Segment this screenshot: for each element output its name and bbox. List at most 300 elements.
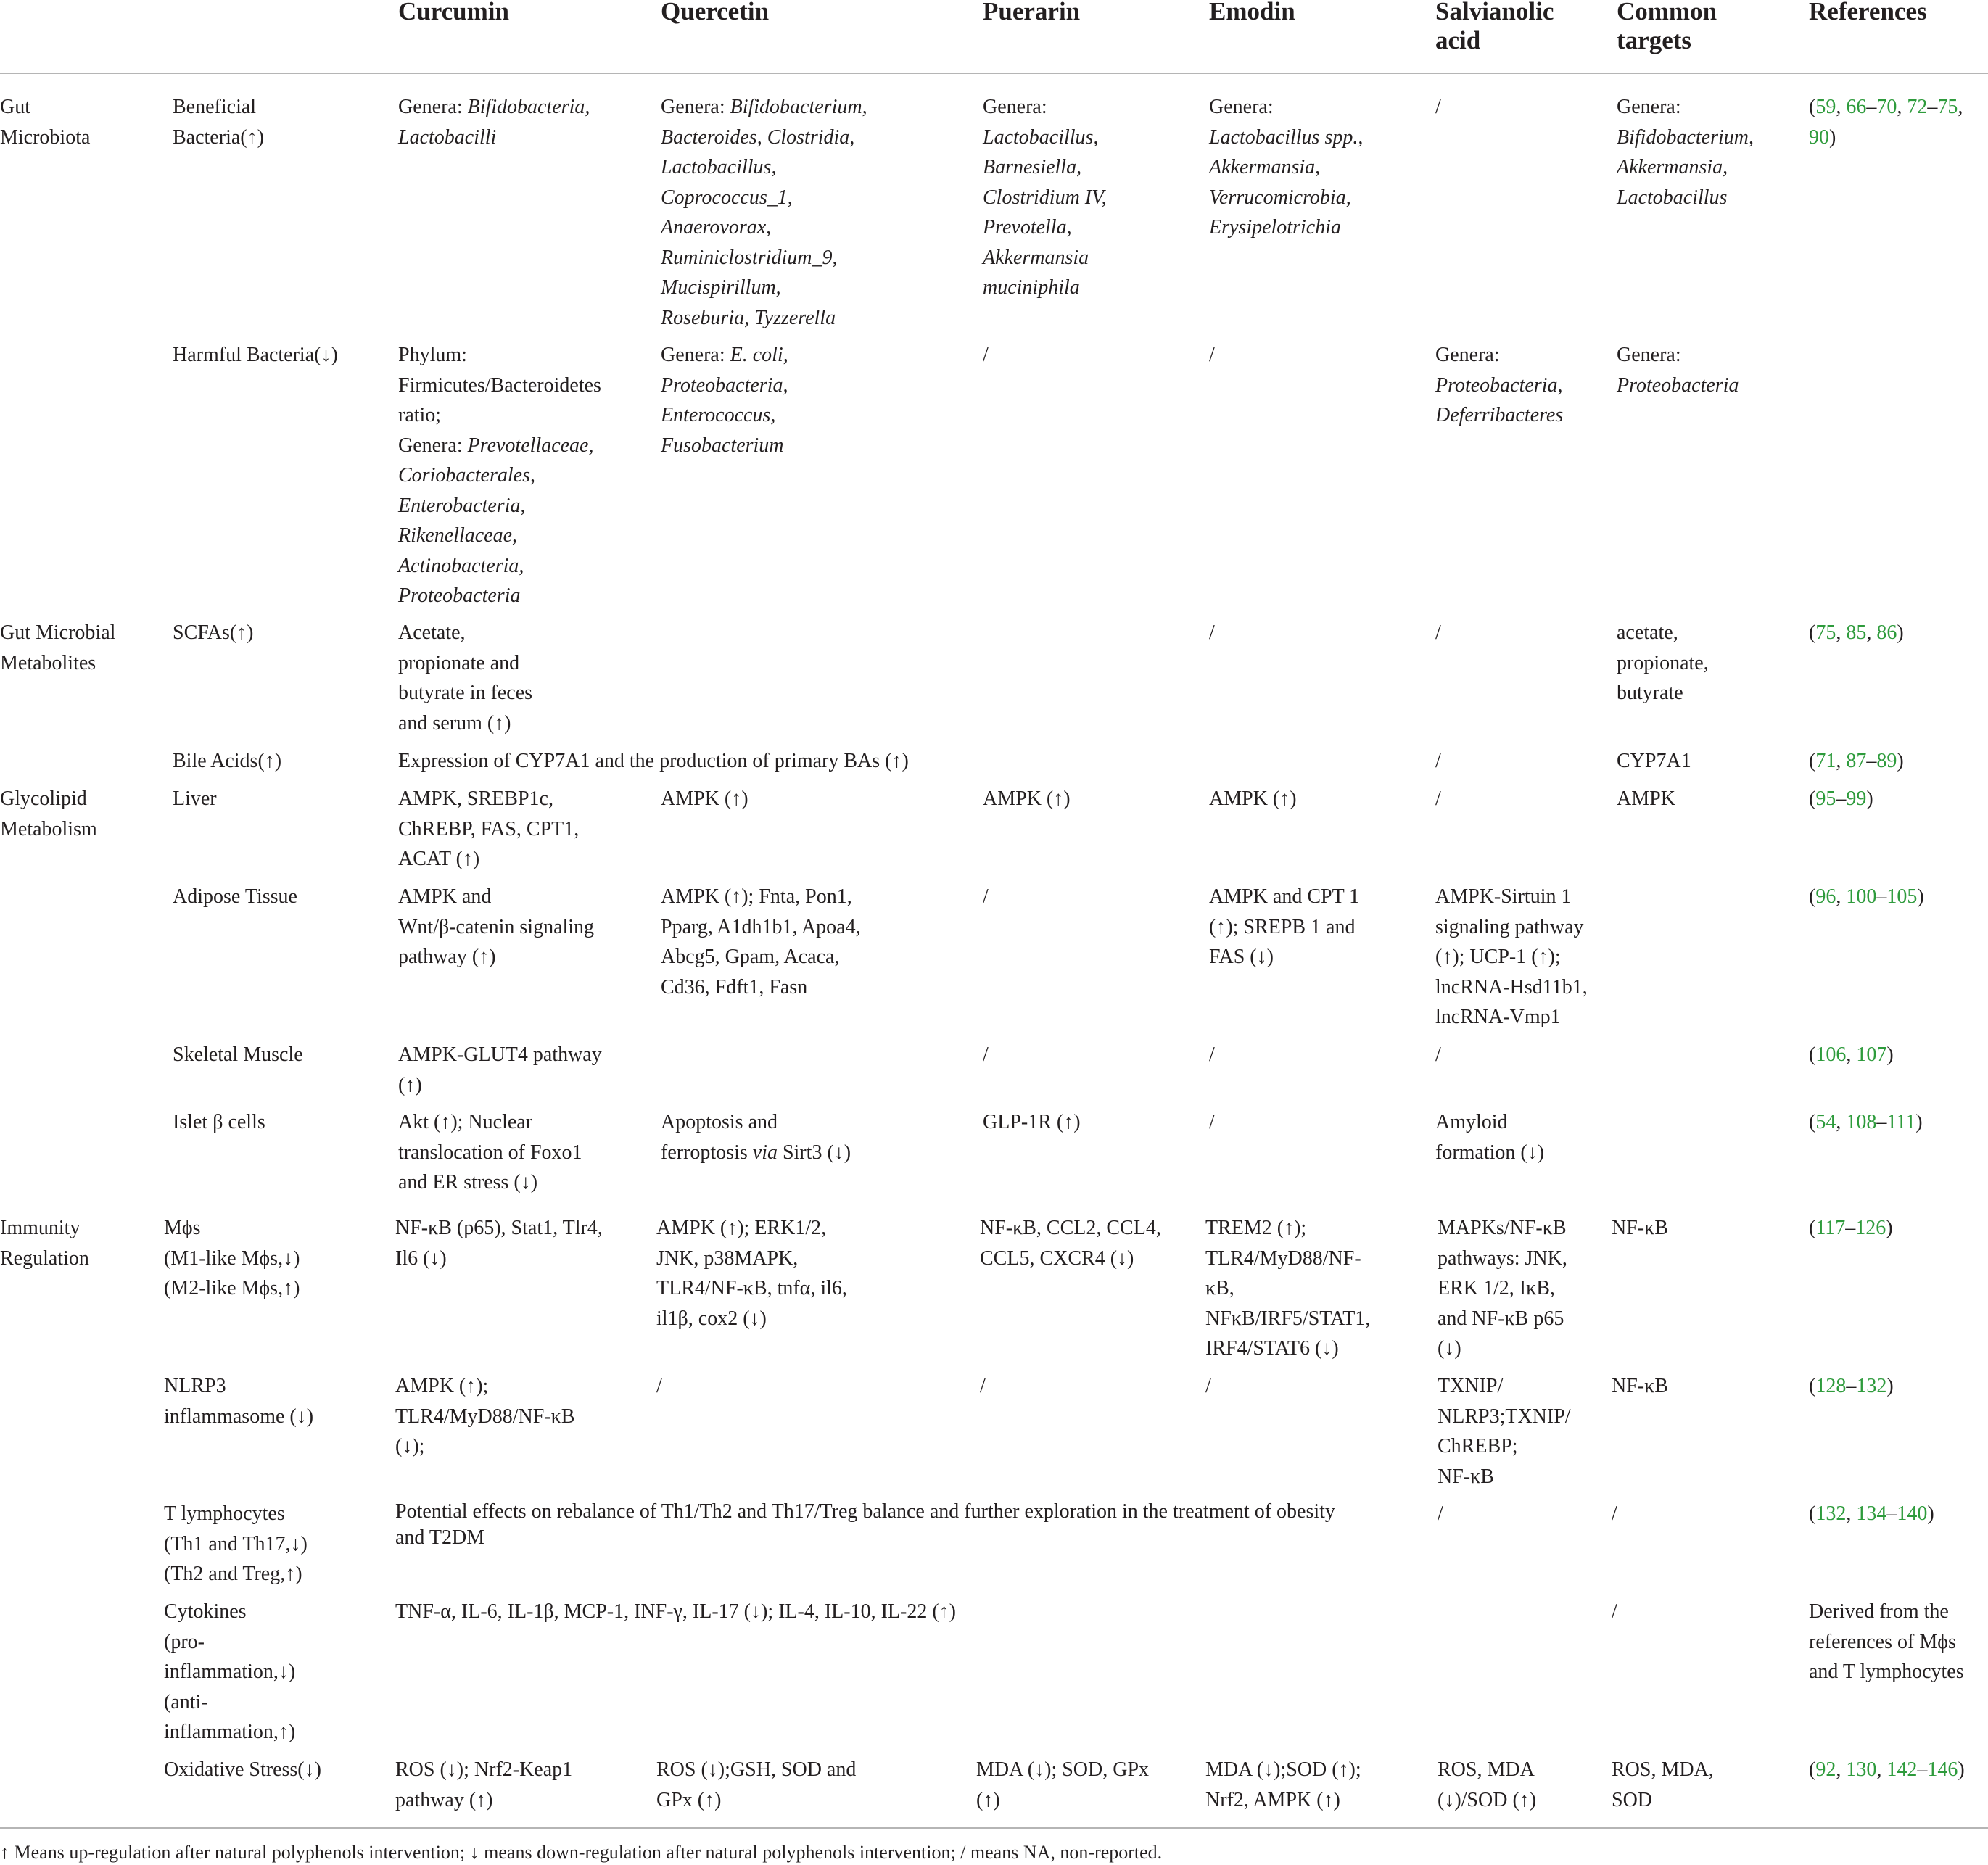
table-cell-c69 bbox=[980, 1371, 986, 1402]
cell-line bbox=[661, 431, 788, 461]
cell-line: Phylum: bbox=[398, 344, 467, 366]
cell-line: Apoptosis and bbox=[661, 1111, 778, 1133]
italic-taxon: Enterococcus, bbox=[661, 404, 776, 426]
table-cell-c71 bbox=[1438, 1371, 1571, 1492]
reference-link[interactable]: 105 bbox=[1886, 885, 1918, 908]
cell-line: (↑); SREPB 1 and bbox=[1209, 915, 1356, 938]
reference-link[interactable]: 132 bbox=[1856, 1375, 1887, 1397]
table-cell-c73 bbox=[1809, 1371, 1894, 1402]
table-cell-c22 bbox=[1809, 618, 1904, 648]
table-cell-c88 bbox=[1438, 1755, 1536, 1815]
cell-line: κB, bbox=[1205, 1277, 1234, 1299]
reference-link[interactable]: 100 bbox=[1846, 885, 1877, 908]
italic-taxon: Proteobacteria bbox=[1617, 373, 1739, 397]
reference-link[interactable]: 108 bbox=[1846, 1111, 1877, 1133]
cell-line: TLR4/MyD88/NF-κB bbox=[395, 1405, 575, 1428]
cell-line: and T2DM bbox=[395, 1526, 485, 1549]
table-cell-c40 bbox=[983, 882, 989, 912]
header-curcumin: Curcumin bbox=[398, 0, 509, 25]
table-cell-c16 bbox=[0, 618, 115, 678]
table-cell-c18 bbox=[398, 618, 532, 738]
cell-line: (↓)/SOD (↑) bbox=[1438, 1788, 1537, 1811]
table-cell-c77 bbox=[1612, 1499, 1617, 1529]
cell-line: MDA (↓);SOD (↑); bbox=[1205, 1758, 1361, 1781]
table-cell-c41 bbox=[1209, 882, 1359, 972]
header-common-line2: targets bbox=[1617, 26, 1692, 54]
table-cell-c80 bbox=[395, 1597, 956, 1627]
table-cell-c7 bbox=[1617, 92, 1754, 212]
table-cell-c63 bbox=[1438, 1213, 1567, 1364]
cell-line: NF-κB (p65), Stat1, Tlr4, bbox=[395, 1217, 603, 1239]
cell-line bbox=[1435, 400, 1563, 431]
reference-link[interactable]: 146 bbox=[1927, 1758, 1958, 1781]
table-cell-c6 bbox=[1435, 92, 1441, 123]
cell-line bbox=[661, 212, 867, 243]
cell-line: ROS (↓); Nrf2-Keap1 bbox=[395, 1758, 573, 1781]
header-puerarin: Puerarin bbox=[983, 0, 1081, 25]
table-cell-c33 bbox=[1209, 784, 1297, 814]
cell-line: FAS (↓) bbox=[1209, 946, 1274, 968]
cell-line: signaling pathway bbox=[1435, 915, 1584, 938]
italic-taxon: Proteobacteria bbox=[398, 584, 521, 607]
reference-link[interactable]: 126 bbox=[1855, 1217, 1886, 1239]
table-cell-c79 bbox=[164, 1597, 295, 1748]
table-cell-c34 bbox=[1435, 784, 1441, 814]
cell-line: and NF-κB p65 bbox=[1438, 1307, 1564, 1330]
cell-line: (M2-like Mϕs,↑) bbox=[164, 1277, 300, 1299]
reference-link[interactable]: 70 bbox=[1876, 96, 1897, 118]
cell-line: Bacteria(↑) bbox=[173, 125, 264, 149]
table-cell-c84 bbox=[395, 1755, 572, 1815]
table-cell-c68 bbox=[656, 1371, 662, 1402]
reference-link[interactable]: 66 bbox=[1846, 96, 1867, 118]
reference-link[interactable]: 59 bbox=[1815, 96, 1836, 118]
table-cell-c42 bbox=[1435, 882, 1588, 1033]
table-cell-c76 bbox=[1438, 1499, 1443, 1529]
table-cell-c4 bbox=[983, 92, 1107, 303]
table-cell-c39 bbox=[661, 882, 861, 1002]
cell-line: Wnt/β-catenin signaling bbox=[398, 915, 595, 938]
table-cell-c53 bbox=[983, 1107, 1081, 1138]
table-cell-c58 bbox=[164, 1213, 300, 1304]
cell-line: pathways: JNK, bbox=[1438, 1246, 1567, 1270]
table-cell-c29 bbox=[173, 784, 217, 814]
italic-taxon: Proteobacteria, bbox=[661, 373, 788, 397]
table-cell-c8 bbox=[1809, 92, 1963, 152]
reference-link[interactable]: 75 bbox=[1815, 621, 1836, 644]
cell-line: / bbox=[983, 344, 989, 366]
table-cell-c50 bbox=[173, 1107, 265, 1138]
cell-line: / bbox=[1435, 787, 1441, 810]
italic-taxon: Clostridium IV, bbox=[983, 186, 1107, 209]
cell-line: / bbox=[1209, 344, 1215, 366]
reference-link[interactable]: 107 bbox=[1856, 1043, 1887, 1066]
cell-line bbox=[983, 123, 1107, 153]
italic-taxon: Lactobacillus spp., bbox=[1209, 125, 1364, 149]
cell-line: (↓); bbox=[395, 1435, 425, 1457]
italic-taxon: Prevotella, bbox=[983, 216, 1072, 239]
cell-line bbox=[983, 243, 1107, 273]
table-cell-c35 bbox=[1617, 784, 1675, 814]
cell-line: Cytokines bbox=[164, 1600, 247, 1623]
cell-line: Il6 (↓) bbox=[395, 1246, 447, 1270]
italic-taxon: Fusobacterium bbox=[661, 434, 784, 457]
cell-line: AMPK (↑); Fnta, Pon1, bbox=[661, 885, 852, 908]
cell-line: propionate and bbox=[398, 651, 520, 674]
cell-line: (↓) bbox=[1438, 1337, 1461, 1360]
cell-line: acetate, bbox=[1617, 621, 1678, 644]
italic-taxon: Lactobacillus bbox=[1617, 186, 1728, 209]
cell-line: Adipose Tissue bbox=[173, 885, 297, 908]
cell-line bbox=[983, 212, 1107, 243]
cell-line bbox=[1435, 371, 1563, 401]
table-cell-c61 bbox=[980, 1213, 1161, 1273]
italic-taxon: Bifidobacterium, bbox=[1617, 125, 1754, 149]
cell-line: Acetate, bbox=[398, 621, 466, 644]
cell-line: NFκB/IRF5/STAT1, bbox=[1205, 1307, 1371, 1330]
cell-line bbox=[398, 460, 601, 491]
cell-line: Regulation bbox=[0, 1246, 89, 1270]
cell-line: Beneficial bbox=[173, 96, 257, 118]
header-emodin: Emodin bbox=[1209, 0, 1295, 25]
cell-line: ChREBP; bbox=[1438, 1435, 1518, 1457]
cell-line: / bbox=[1209, 1111, 1215, 1133]
cell-line: Metabolites bbox=[0, 651, 96, 674]
reference-link[interactable]: 75 bbox=[1937, 96, 1958, 118]
table-cell-c89 bbox=[1612, 1755, 1714, 1815]
reference-link[interactable]: 89 bbox=[1876, 750, 1897, 772]
italic-taxon: Coriobacterales, bbox=[398, 464, 535, 487]
cell-line: ERK 1/2, IκB, bbox=[1438, 1277, 1555, 1299]
table-cell-c44 bbox=[173, 1040, 303, 1070]
table-cell-c67 bbox=[395, 1371, 574, 1462]
cell-line: Microbiota bbox=[0, 125, 91, 149]
italic-taxon: Barnesiella, bbox=[983, 156, 1082, 178]
italic-taxon: Lactobacillus, bbox=[661, 156, 777, 178]
table-cell-c47 bbox=[1209, 1040, 1215, 1070]
cell-line: 90) bbox=[1809, 125, 1836, 149]
cell-line: (71, 87–89) bbox=[1809, 750, 1904, 772]
table-cell-c12 bbox=[983, 340, 989, 371]
cell-line: (96, 100–105) bbox=[1809, 885, 1924, 908]
reference-link[interactable]: 117 bbox=[1815, 1217, 1846, 1239]
cell-line: (54, 108–111) bbox=[1809, 1111, 1923, 1133]
table-cell-c70 bbox=[1205, 1371, 1211, 1402]
header-salvianolic-line2: acid bbox=[1435, 26, 1481, 54]
cell-line: Gut bbox=[0, 96, 30, 118]
cell-line: formation (↓) bbox=[1435, 1141, 1545, 1164]
table-cell-c11 bbox=[661, 340, 788, 460]
reference-link[interactable]: 132 bbox=[1815, 1502, 1847, 1525]
cell-line: Mϕs bbox=[164, 1217, 201, 1239]
italic-taxon: Enterobacteria, bbox=[398, 494, 526, 517]
cell-line: Glycolipid bbox=[0, 787, 87, 810]
italic-taxon: Akkermansia bbox=[983, 246, 1089, 269]
cell-line: AMPK bbox=[1617, 787, 1675, 810]
cell-line: Harmful Bacteria(↓) bbox=[173, 344, 338, 366]
table-cell-c59 bbox=[395, 1213, 603, 1273]
table-cell-c2 bbox=[398, 92, 590, 152]
table-cell-c54 bbox=[1209, 1107, 1215, 1138]
cell-line: T lymphocytes bbox=[164, 1502, 285, 1525]
cell-line: ROS, MDA, bbox=[1612, 1758, 1714, 1781]
italic-taxon: Roseburia, Tyzzerella bbox=[661, 306, 836, 329]
cell-line: / bbox=[1438, 1502, 1443, 1525]
cell-line: IRF4/STAT6 (↓) bbox=[1205, 1337, 1339, 1360]
cell-line bbox=[398, 581, 601, 611]
cell-line: SCFAs(↑) bbox=[173, 621, 254, 644]
reference-link[interactable]: 134 bbox=[1856, 1502, 1887, 1525]
cell-line: references of Mϕs bbox=[1809, 1630, 1956, 1653]
cell-line: / bbox=[656, 1375, 662, 1397]
cell-line: and T lymphocytes bbox=[1809, 1661, 1964, 1683]
cell-line: (92, 130, 142–146) bbox=[1809, 1758, 1965, 1781]
cell-line: / bbox=[1612, 1600, 1617, 1623]
table-cell-c28 bbox=[0, 784, 97, 844]
cell-line bbox=[398, 123, 590, 153]
header-salvianolic-line1: Salvianolic bbox=[1435, 0, 1554, 25]
table-cell-c25 bbox=[1435, 746, 1441, 777]
cell-line: Liver bbox=[173, 787, 217, 810]
cell-line: GPx (↑) bbox=[656, 1788, 722, 1811]
cell-line: AMPK and CPT 1 bbox=[1209, 885, 1360, 908]
table-cell-c75 bbox=[395, 1499, 1335, 1551]
cell-line: pathway (↑) bbox=[398, 946, 496, 968]
italic-taxon: Actinobacteria, bbox=[398, 554, 524, 577]
cell-line: Immunity bbox=[0, 1217, 81, 1239]
cell-line: Nrf2, AMPK (↑) bbox=[1205, 1788, 1340, 1811]
header-salvianolic-acid bbox=[1435, 0, 1554, 55]
cell-line: il1β, cox2 (↓) bbox=[656, 1307, 767, 1330]
cell-line bbox=[661, 371, 788, 401]
reference-link[interactable]: 106 bbox=[1815, 1043, 1847, 1066]
table-cell-c5 bbox=[1209, 92, 1363, 243]
cell-line: ROS (↓);GSH, SOD and bbox=[656, 1758, 857, 1781]
cell-line: AMPK (↑); bbox=[395, 1375, 489, 1397]
cell-line: (75, 85, 86) bbox=[1809, 621, 1904, 644]
cell-line: / bbox=[1435, 1043, 1441, 1066]
header-rule bbox=[0, 73, 1988, 74]
cell-line: Abcg5, Gpam, Acaca, bbox=[661, 946, 840, 968]
italic-taxon: Bifidobacteria, bbox=[467, 96, 590, 118]
table-cell-c3 bbox=[661, 92, 867, 333]
header-references: References bbox=[1809, 0, 1927, 25]
table-cell-c23 bbox=[173, 746, 281, 777]
cell-line bbox=[661, 123, 867, 153]
cell-line: NF-κB bbox=[1612, 1217, 1668, 1239]
cell-line: JNK, p38MAPK, bbox=[656, 1246, 799, 1270]
table-cell-c48 bbox=[1435, 1040, 1441, 1070]
table-cell-c56 bbox=[1809, 1107, 1923, 1138]
cell-line: Potential effects on rebalance of Th1/Th2 and Th17/Treg balance and further exploration in the treatment of obesity bbox=[395, 1500, 1335, 1523]
cell-line: / bbox=[1435, 750, 1441, 772]
cell-line: Genera: bbox=[983, 96, 1047, 118]
cell-line bbox=[661, 243, 867, 273]
cell-line bbox=[1617, 152, 1754, 183]
table-cell-c24 bbox=[398, 746, 909, 777]
table-cell-c90 bbox=[1809, 1755, 1965, 1785]
table-cell-c62 bbox=[1205, 1213, 1370, 1364]
cell-line: SOD bbox=[1612, 1788, 1653, 1811]
cell-line: (Th2 and Treg,↑) bbox=[164, 1563, 302, 1585]
table-cell-c37 bbox=[173, 882, 297, 912]
italic-taxon: Lactobacilli bbox=[398, 125, 497, 149]
italic-taxon: E. coli, bbox=[730, 344, 788, 366]
cell-line: AMPK (↑) bbox=[983, 787, 1071, 810]
cell-line: Genera: E. coli, bbox=[661, 344, 788, 366]
cell-line bbox=[1209, 152, 1363, 183]
reference-link[interactable]: 90 bbox=[1809, 125, 1829, 149]
reference-link[interactable]: 54 bbox=[1815, 1111, 1836, 1133]
cell-line: butyrate in feces bbox=[398, 682, 533, 704]
cell-line: / bbox=[1435, 96, 1441, 118]
italic-taxon: Anaerovorax, bbox=[661, 216, 772, 239]
cell-line: (95–99) bbox=[1809, 787, 1873, 810]
cell-line: Genera: Bifidobacteria, bbox=[398, 96, 590, 118]
table-cell-c51 bbox=[398, 1107, 582, 1198]
cell-line: Metabolism bbox=[0, 817, 97, 840]
reference-link[interactable]: 99 bbox=[1846, 787, 1867, 810]
cell-line: Oxidative Stress(↓) bbox=[164, 1758, 321, 1781]
cell-line: Bile Acids(↑) bbox=[173, 750, 282, 772]
cell-line: (117–126) bbox=[1809, 1217, 1893, 1239]
cell-line: (↑); UCP-1 (↑); bbox=[1435, 946, 1561, 968]
reference-link[interactable]: 130 bbox=[1846, 1758, 1877, 1781]
cell-line: Gut Microbial bbox=[0, 621, 116, 644]
table-cell-c60 bbox=[656, 1213, 847, 1333]
reference-link[interactable]: 95 bbox=[1815, 787, 1836, 810]
header-common-line1: Common bbox=[1617, 0, 1717, 25]
reference-link[interactable]: 111 bbox=[1886, 1111, 1916, 1133]
cell-line: Amyloid bbox=[1435, 1111, 1508, 1133]
table-cell-c26 bbox=[1617, 746, 1691, 777]
cell-line: and serum (↑) bbox=[398, 711, 511, 735]
cell-line: propionate, bbox=[1617, 651, 1709, 674]
table-cell-c13 bbox=[1209, 340, 1215, 371]
cell-line: Cd36, Fdft1, Fasn bbox=[661, 975, 808, 998]
reference-link[interactable]: 71 bbox=[1815, 750, 1836, 772]
cell-line: ROS, MDA bbox=[1438, 1758, 1535, 1781]
italic-taxon: Ruminiclostridium_9, bbox=[661, 246, 838, 269]
cell-line: / bbox=[1209, 1043, 1215, 1066]
table-cell-c1 bbox=[173, 92, 264, 152]
cell-line: (anti- bbox=[164, 1690, 208, 1713]
cell-line: AMPK (↑) bbox=[661, 787, 748, 810]
cell-line: / bbox=[983, 1043, 989, 1066]
header-quercetin: Quercetin bbox=[661, 0, 770, 25]
table-cell-c9 bbox=[173, 340, 338, 371]
table-cell-c78 bbox=[1809, 1499, 1934, 1529]
reference-link[interactable]: 87 bbox=[1846, 750, 1867, 772]
italic-taxon: Proteobacteria, bbox=[1435, 373, 1563, 397]
cell-line: NF-κB, CCL2, CCL4, bbox=[980, 1217, 1161, 1239]
table-cell-c74 bbox=[164, 1499, 308, 1589]
cell-line: butyrate bbox=[1617, 682, 1683, 704]
reference-link[interactable]: 96 bbox=[1815, 885, 1836, 908]
reference-link[interactable]: 85 bbox=[1846, 621, 1867, 644]
cell-line: and ER stress (↓) bbox=[398, 1171, 538, 1194]
cell-line: TXNIP/ bbox=[1438, 1375, 1504, 1397]
table-cell-c32 bbox=[983, 784, 1071, 814]
cell-line: Derived from the bbox=[1809, 1600, 1949, 1623]
italic-taxon: Prevotellaceae, bbox=[467, 434, 594, 457]
cell-line bbox=[983, 273, 1107, 303]
reference-link[interactable]: 142 bbox=[1886, 1758, 1918, 1781]
cell-line: Genera: bbox=[1209, 96, 1274, 118]
cell-line: NF-κB bbox=[1612, 1375, 1668, 1397]
cell-line: GLP-1R (↑) bbox=[983, 1111, 1081, 1133]
cell-line: Expression of CYP7A1 and the production of primary BAs (↑) bbox=[398, 750, 909, 772]
cell-line: TLR4/MyD88/NF- bbox=[1205, 1246, 1361, 1270]
cell-line bbox=[661, 152, 867, 183]
table-cell-c43 bbox=[1809, 882, 1924, 912]
cell-line: NLRP3 bbox=[164, 1375, 226, 1397]
cell-line: Skeletal Muscle bbox=[173, 1043, 303, 1066]
cell-line: MAPKs/NF-κB bbox=[1438, 1217, 1567, 1239]
cell-line: Genera: Prevotellaceae, bbox=[398, 434, 594, 457]
table-cell-c19 bbox=[1209, 618, 1215, 648]
cell-line: AMPK-GLUT4 pathway bbox=[398, 1043, 602, 1066]
cell-line: Genera: bbox=[1435, 344, 1500, 366]
italic-taxon: muciniphila bbox=[983, 276, 1080, 299]
table-cell-c0 bbox=[0, 92, 90, 152]
cell-line: Genera: bbox=[1617, 96, 1681, 118]
cell-line bbox=[1617, 123, 1754, 153]
cell-line: AMPK (↑) bbox=[1209, 787, 1297, 810]
cell-line bbox=[1209, 123, 1363, 153]
table-cell-c83 bbox=[164, 1755, 321, 1785]
footnote: ↑ Means up-regulation after natural polyphenols intervention; ↓ means down-regulation after natural polyphenols intervention; / means NA, non-reported. bbox=[0, 1842, 1163, 1863]
cell-line: Genera: bbox=[1617, 344, 1681, 366]
cell-line bbox=[661, 273, 867, 303]
italic-taxon: Bifidobacterium, bbox=[730, 96, 867, 118]
italic-taxon: via bbox=[752, 1141, 778, 1164]
cell-line: lncRNA-Vmp1 bbox=[1435, 1006, 1561, 1028]
cell-line: / bbox=[1612, 1502, 1617, 1525]
cell-line bbox=[398, 551, 601, 582]
cell-line: / bbox=[980, 1375, 986, 1397]
reference-link[interactable]: 86 bbox=[1876, 621, 1897, 644]
cell-line bbox=[398, 491, 601, 521]
reference-link[interactable]: 92 bbox=[1815, 1758, 1836, 1781]
cell-line: (128–132) bbox=[1809, 1375, 1894, 1397]
cell-line: inflammation,↑) bbox=[164, 1721, 296, 1743]
table-cell-c57 bbox=[0, 1213, 89, 1273]
table-cell-c21 bbox=[1617, 618, 1709, 708]
table-cell-c27 bbox=[1809, 746, 1904, 777]
table-cell-c17 bbox=[173, 618, 254, 648]
table-cell-c31 bbox=[661, 784, 748, 814]
cell-line: AMPK (↑); ERK1/2, bbox=[656, 1217, 827, 1239]
cell-line: NLRP3;TXNIP/ bbox=[1438, 1405, 1571, 1428]
cell-line: pathway (↑) bbox=[395, 1788, 493, 1811]
cell-line: inflammasome (↓) bbox=[164, 1405, 314, 1428]
bottom-rule bbox=[0, 1827, 1988, 1829]
reference-link[interactable]: 72 bbox=[1907, 96, 1928, 118]
cell-line: CCL5, CXCR4 (↓) bbox=[980, 1246, 1134, 1270]
cell-line: / bbox=[1205, 1375, 1211, 1397]
cell-line bbox=[983, 183, 1107, 213]
cell-line bbox=[1617, 183, 1754, 213]
cell-line: / bbox=[1209, 621, 1215, 644]
table-cell-c38 bbox=[398, 882, 594, 972]
cell-line: (Th1 and Th17,↓) bbox=[164, 1532, 308, 1555]
cell-line: CYP7A1 bbox=[1617, 750, 1691, 772]
table-cell-c82 bbox=[1809, 1597, 1964, 1687]
cell-line: / bbox=[1435, 621, 1441, 644]
reference-link[interactable]: 128 bbox=[1815, 1375, 1847, 1397]
reference-link[interactable]: 140 bbox=[1897, 1502, 1928, 1525]
